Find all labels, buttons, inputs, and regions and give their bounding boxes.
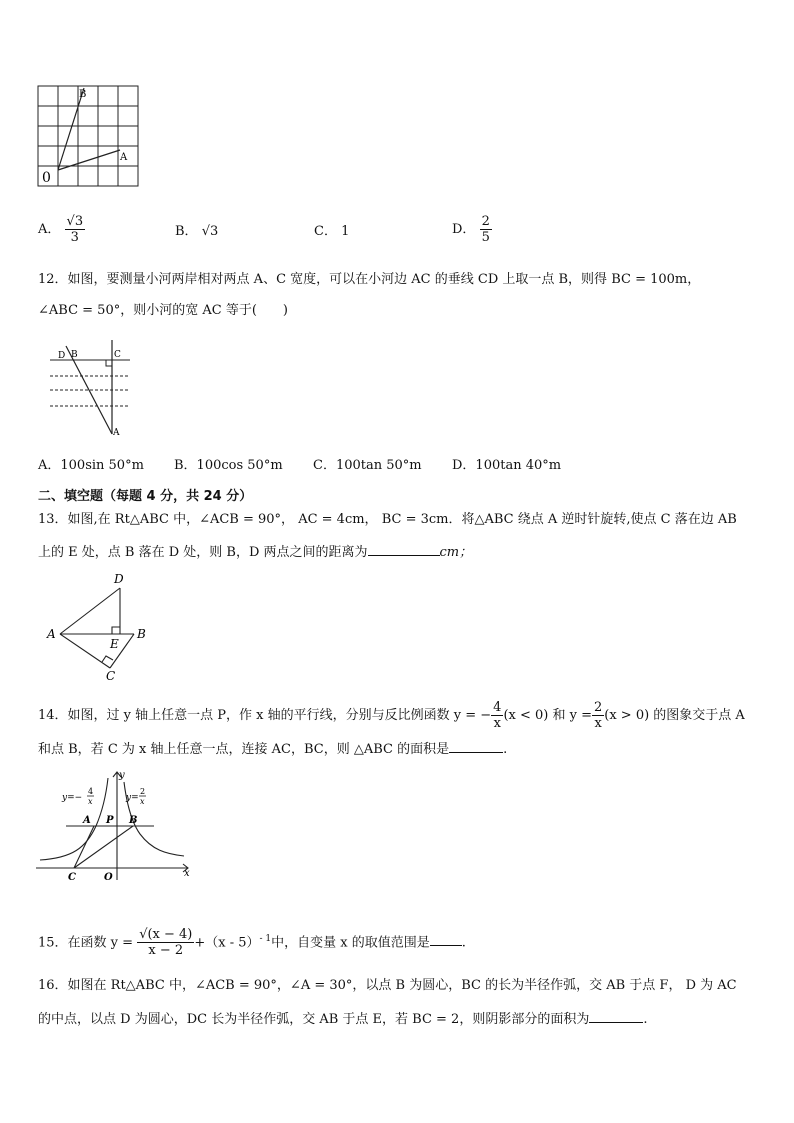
q11-option-d-fraction bbox=[480, 214, 492, 245]
q11-point-b: B bbox=[79, 89, 87, 100]
q15-suffix-b: 中，自变量 x 的取值范围是 bbox=[271, 935, 430, 951]
q13-triangle-figure bbox=[44, 570, 156, 682]
q13-answer-blank bbox=[368, 541, 440, 556]
q12-line-1: 12．如图，要测量小河两岸相对两点 A、C 宽度，可以在小河边 AC 的垂线 CD 上取一点 B，则得 BC = 100m， bbox=[38, 272, 701, 287]
q14-line-2-text: 和点 B，若 C 为 x 轴上任意一点，连接 AC，BC，则 △ABC 的面积是 bbox=[38, 742, 450, 757]
q14-f1-num: 4 bbox=[493, 700, 502, 715]
q12-option-a: A．100sin 50°m bbox=[38, 458, 144, 473]
q14-line-2 bbox=[38, 738, 507, 760]
q14-fraction-1 bbox=[491, 700, 503, 731]
q15-num: √(x − 4) bbox=[139, 927, 193, 943]
q11-option-a-den: 3 bbox=[70, 230, 79, 245]
q14-right-fn-num: 2 bbox=[140, 787, 146, 796]
q11-option-a-num: √3 bbox=[66, 214, 84, 229]
q14-line-1-c: (x > 0) 的图象交于点 A bbox=[604, 708, 745, 723]
q14-line-1 bbox=[38, 700, 745, 731]
q14-left-fn-num: 4 bbox=[88, 787, 94, 796]
q14-point-c: C bbox=[68, 872, 76, 883]
q13-line-2 bbox=[38, 541, 472, 563]
q14-left-fn-den: x bbox=[88, 797, 93, 806]
q11-point-a: A bbox=[120, 152, 128, 163]
q11-option-b-value: √3 bbox=[201, 224, 219, 239]
q13-line-1: 13．如图,在 Rt△ABC 中，∠ACB = 90°， AC = 4cm， BC = 3cm．将△ABC 绕点 A 逆时针旋转,使点 C 落在边 AB bbox=[38, 512, 737, 527]
q14-right-fn-label bbox=[125, 793, 139, 803]
q14-point-p: P bbox=[106, 815, 114, 826]
q11-option-d-num: 2 bbox=[481, 214, 490, 229]
q13-unit: cm； bbox=[439, 545, 473, 560]
q11-option-c-value: 1 bbox=[341, 224, 350, 239]
q11-option-d-den: 5 bbox=[481, 230, 490, 245]
q14-right-fn-a: y= bbox=[126, 793, 139, 803]
q11-option-c-letter: C． bbox=[314, 224, 337, 239]
q11-option-d bbox=[452, 214, 492, 245]
q14-f2-den: x bbox=[594, 716, 602, 731]
q15-line bbox=[38, 922, 466, 960]
q14-y-axis-label: y bbox=[119, 770, 125, 781]
q16-line-1: 16．如图在 Rt△ABC 中，∠ACB = 90°，∠A = 30°，以点 B 为圆心，BC 的长为半径作弧，交 AB 于点 F， D 为 AC bbox=[38, 978, 737, 993]
q12-point-b: B bbox=[71, 350, 78, 360]
q15-prefix: 15．在函数 y = bbox=[38, 935, 134, 951]
q16-line-2-end: . bbox=[643, 1012, 648, 1027]
q14-hyperbola-figure bbox=[36, 768, 196, 886]
q15-exponent: - 1 bbox=[259, 934, 272, 944]
q14-right-fn-den: x bbox=[140, 797, 145, 806]
q15-end: . bbox=[461, 935, 466, 951]
q16-line-2-text: 的中点，以点 D 为圆心，DC 长为半径作弧，交 AB 于点 E，若 BC = 2，则阴影部分的面积为 bbox=[38, 1012, 590, 1027]
q12-line-2: ∠ABC = 50°，则小河的宽 AC 等于( ) bbox=[38, 303, 288, 318]
q16-answer-blank bbox=[589, 1008, 643, 1023]
q11-option-a bbox=[38, 214, 85, 245]
q11-option-a-letter: A． bbox=[38, 222, 61, 237]
q11-point-o: 0 bbox=[42, 170, 51, 186]
q15-den: x − 2 bbox=[148, 943, 184, 959]
q15-fraction bbox=[137, 927, 194, 958]
q11-option-d-letter: D． bbox=[452, 222, 476, 237]
q12-point-c: C bbox=[114, 350, 121, 360]
q15-suffix-a: +（x - 5） bbox=[194, 935, 260, 951]
q11-option-b bbox=[175, 222, 218, 242]
q15-answer-blank bbox=[430, 931, 462, 946]
q13-point-e: E bbox=[110, 637, 119, 651]
q13-point-c: C bbox=[106, 669, 116, 682]
q12-point-d: D bbox=[58, 351, 66, 361]
q12-option-d: D．100tan 40°m bbox=[452, 458, 562, 473]
q12-option-b: B．100cos 50°m bbox=[174, 458, 283, 473]
q11-option-b-letter: B． bbox=[175, 224, 198, 239]
q16-line-2 bbox=[38, 1008, 647, 1030]
q14-line-1-b: (x < 0) 和 y = bbox=[503, 708, 592, 723]
q14-fraction-2 bbox=[592, 700, 604, 731]
q14-left-fn-a: y=− bbox=[62, 793, 83, 803]
q13-point-a: A bbox=[47, 627, 56, 641]
q13-point-d: D bbox=[114, 572, 124, 586]
q13-point-b: B bbox=[137, 627, 146, 641]
q12-river-figure bbox=[46, 340, 136, 438]
q14-point-b: B bbox=[129, 815, 138, 826]
q14-f1-den: x bbox=[493, 716, 501, 731]
q14-line-1-a: 14．如图，过 y 轴上任意一点 P，作 x 轴的平行线，分别与反比例函数 y = − bbox=[38, 708, 492, 723]
q11-grid-figure bbox=[36, 84, 142, 188]
q14-origin-o: O bbox=[104, 872, 113, 883]
q14-f2-num: 2 bbox=[593, 700, 603, 715]
q14-point-a: A bbox=[83, 815, 91, 826]
q13-line-2-text: 上的 E 处，点 B 落在 D 处，则 B，D 两点之间的距离为 bbox=[38, 545, 368, 560]
q11-option-c bbox=[314, 222, 349, 242]
q14-left-fn-label bbox=[61, 793, 82, 803]
q12-option-c: C．100tan 50°m bbox=[313, 458, 422, 473]
q14-line-2-end: . bbox=[503, 742, 508, 757]
section-2-title: 二、填空题（每题 4 分，共 24 分） bbox=[38, 489, 253, 504]
q11-option-a-fraction bbox=[65, 214, 86, 245]
q12-point-a: A bbox=[113, 428, 120, 438]
q14-x-axis-label: x bbox=[184, 868, 190, 879]
q14-answer-blank bbox=[449, 738, 503, 753]
